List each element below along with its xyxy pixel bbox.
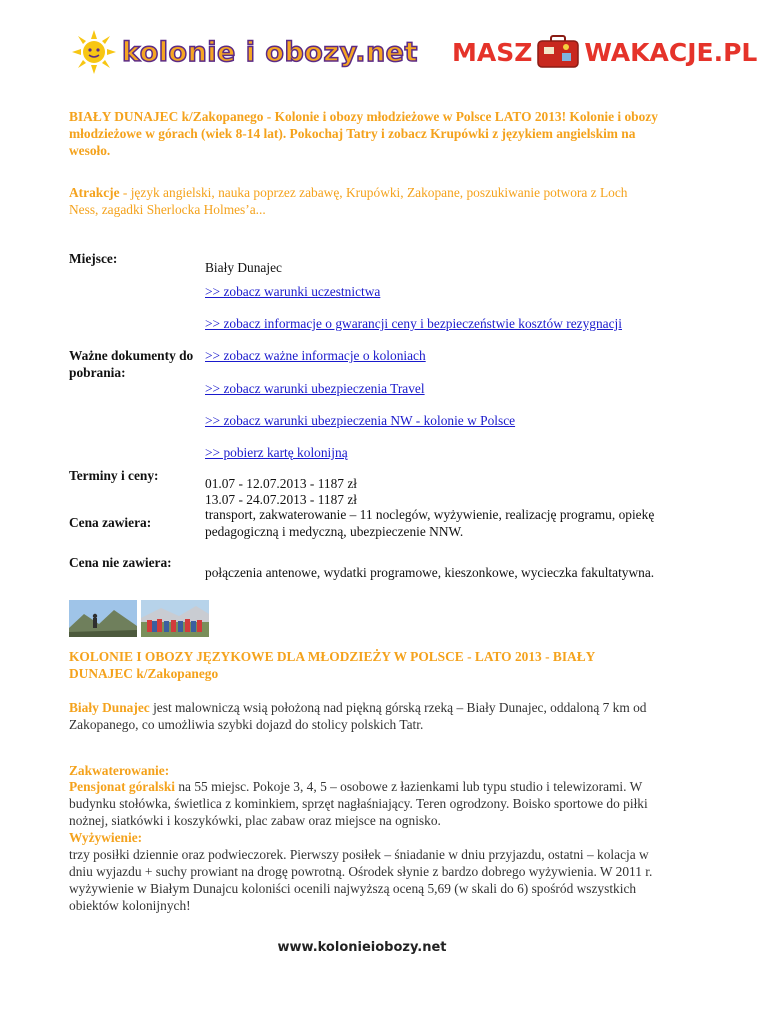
documents-label: Ważne dokumenty do pobrania: (69, 348, 194, 380)
intro-text: jest malowniczą wsią położoną nad piękną górską rzeką – Biały Dunajec, oddaloną 7 km od Zakopanego, co umożliwia szybki dojazd do stolicy polskich Tatr. (69, 700, 647, 732)
link-price-guarantee[interactable]: >> zobacz informacje o gwarancji ceny i bezpieczeństwie kosztów rezygnacji (205, 316, 622, 331)
place-value: Biały Dunajec (205, 260, 282, 275)
excludes-label: Cena nie zawiera: (69, 555, 172, 570)
logo-left-text: kolonie i obozy.net (122, 36, 418, 68)
logo-masz-wakacje[interactable] (452, 28, 757, 76)
mountain-photo (69, 600, 137, 637)
logo-right-part1: MASZ (452, 37, 533, 67)
food-heading: Wyżywienie: (69, 830, 143, 845)
includes-label: Cena zawiera: (69, 515, 152, 530)
page-title: BIAŁY DUNAJEC k/Zakopanego - Kolonie i obozy młodzieżowe w Polsce LATO 2013! Kolonie i obozy młodzieżowe w górach (wiek 8-14 lat). Pokochaj Tatry i zobacz Krupówki z językiem angielskim na wesoło. (69, 109, 658, 158)
logo-right-part2: WAKACJE.PL (584, 37, 757, 67)
link-travel-insurance[interactable]: >> zobacz warunki ubezpieczenia Travel (205, 381, 425, 396)
attractions-paragraph (69, 184, 659, 218)
includes-value: transport, zakwaterowanie – 11 noclegów, wyżywienie, realizację programu, opiekę pedagogiczną i medyczną, ubezpieczenie NNW. (205, 507, 655, 539)
link-nw-insurance[interactable]: >> zobacz warunki ubezpieczenia NW - kolonie w Polsce (205, 413, 516, 428)
food-text: trzy posiłki dziennie oraz podwieczorek. Pierwszy posiłek – śniadanie w dniu przyjazdu, ostatni – kolacja w dniu wyjazdu + suchy prowiant na drogę powrotną. Ośrodek słynie z bardzo dobrego wyżywienia. W 2011 r. wyżywienie w Białym Dunajcu koloniści ocenili najwyższą oceną 5,69 (w skali do 6) spośród wszystkich obiektów kolonijnych! (69, 847, 653, 913)
sun-icon (72, 30, 116, 74)
term-2: 13.07 - 24.07.2013 - 1187 zł (205, 492, 357, 507)
link-participation-terms[interactable]: >> zobacz warunki uczestnictwa (205, 284, 381, 299)
link-important-info[interactable]: >> zobacz ważne informacje o koloniach (205, 348, 426, 363)
term-1: 01.07 - 12.07.2013 - 1187 zł (205, 476, 357, 491)
section-title: KOLONIE I OBOZY JĘZYKOWE DLA MŁODZIEŻY W POLSCE - LATO 2013 - BIAŁY DUNAJEC k/Zakopanego (69, 649, 595, 681)
suitcase-icon (536, 35, 580, 69)
place-label: Miejsce: (69, 251, 118, 266)
accommodation-heading: Zakwaterowanie: (69, 763, 170, 778)
excludes-value: połączenia antenowe, wydatki programowe, kieszonkowe, wycieczka fakultatywna. (205, 565, 655, 580)
terms-label: Terminy i ceny: (69, 468, 159, 483)
attractions-label: Atrakcje (69, 185, 120, 200)
intro-highlight: Biały Dunajec (69, 700, 150, 715)
link-camp-card[interactable]: >> pobierz kartę kolonijną (205, 445, 348, 460)
accommodation-paragraph (69, 778, 659, 829)
accommodation-highlight: Pensjonat góralski (69, 779, 176, 794)
logo-kolonie-i-obozy[interactable] (72, 26, 418, 78)
group-photo (141, 600, 209, 637)
footer-url[interactable]: www.kolonieiobozy.net (277, 940, 447, 955)
intro-paragraph (69, 699, 659, 733)
accommodation-text: na 55 miejsc. Pokoje 3, 4, 5 – osobowe z łazienkami lub typu studio i telewizorami. W budynku stołówka, świetlica z kominkiem, sprzęt nagłaśniający. Teren ogrodzony. Boisko sportowe do piłki nożnej, siatkówki i koszykówki, plac zabaw oraz miejsce na ognisko. (69, 779, 648, 828)
attractions-text: - język angielski, nauka poprzez zabawę, Krupówki, Zakopane, poszukiwanie potwora z Loch Ness, zagadki Sherlocka Holmes’a... (69, 185, 628, 217)
